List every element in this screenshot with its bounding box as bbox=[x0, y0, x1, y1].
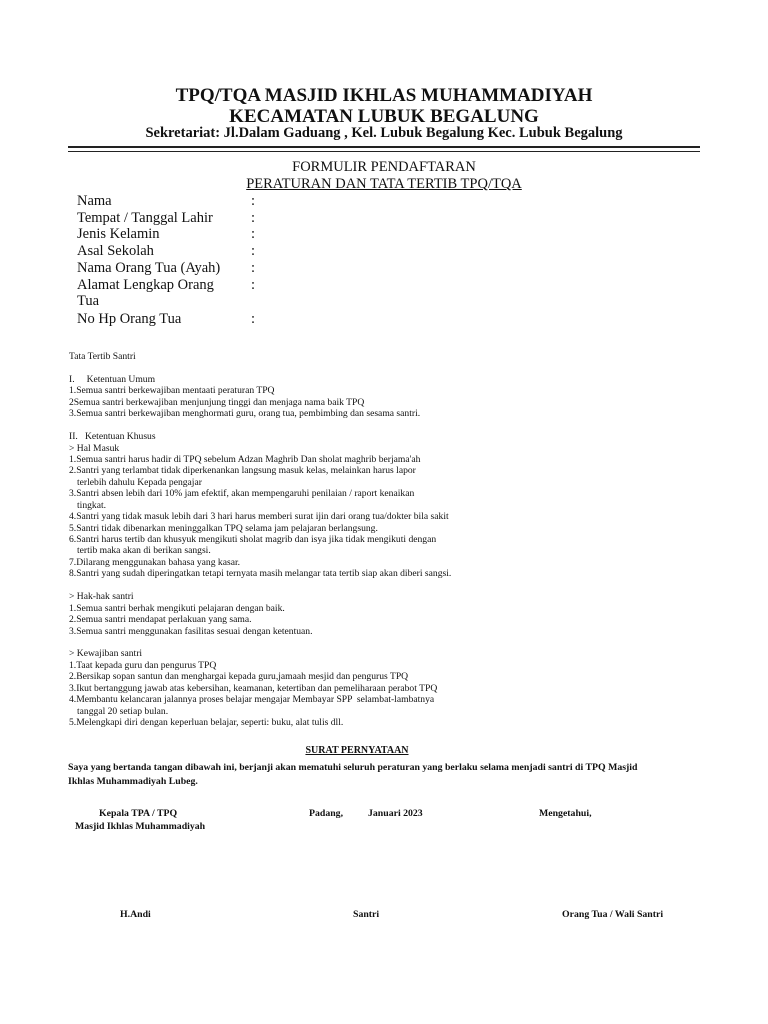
rule-line: Tata Tertib Santri bbox=[69, 351, 136, 362]
parent-signature: Orang Tua / Wali Santri bbox=[562, 909, 664, 920]
date: Januari 2023 bbox=[368, 808, 423, 819]
secretariat-address: Sekretariat: Jl.Dalam Gaduang , Kel. Lubuk Begalung Kec. Lubuk Begalung bbox=[145, 125, 623, 141]
rule-line: II. Ketentuan Khusus bbox=[69, 431, 156, 443]
field-father-colon: : bbox=[251, 260, 256, 276]
rule-line: 5.Santri tidak dibenarkan meninggalkan TPQ selama jam pelajaran berlangsung. bbox=[69, 522, 378, 534]
rule-line: 1.Semua santri harus hadir di TPQ sebelum Adzan Maghrib Dan sholat maghrib berjama'ah bbox=[69, 453, 421, 465]
field-school-label: Asal Sekolah bbox=[77, 243, 154, 259]
rule-line: 1.Taat kepada guru dan pengurus TPQ bbox=[69, 659, 217, 671]
blank-line bbox=[69, 637, 451, 648]
rule-line: 1.Semua santri berkewajiban mentaati peraturan TPQ bbox=[69, 385, 275, 397]
rule-line: 2.Santri yang terlambat tidak diperkenankan langsung masuk kelas, melainkan harus lapor bbox=[69, 465, 416, 477]
rule-line: 3.Santri absen lebih dari 10% jam efektif, akan mempengaruhi penilaian / raport kenaikan bbox=[69, 488, 415, 500]
rule-line: I. Ketentuan Umum bbox=[69, 373, 156, 385]
rule-line: terlebih dahulu Kepada pengajar bbox=[77, 476, 202, 488]
form-subtitle: PERATURAN DAN TATA TERTIB TPQ/TQA bbox=[246, 176, 522, 192]
student-signature: Santri bbox=[353, 909, 380, 920]
field-address-label-2: Tua bbox=[77, 293, 100, 309]
field-phone-colon: : bbox=[251, 311, 256, 327]
rule-line: tanggal 20 setiap bulan. bbox=[77, 705, 169, 717]
header-divider bbox=[68, 146, 700, 148]
district-title: KECAMATAN LUBUK BEGALUNG bbox=[229, 106, 539, 127]
rule-line: 3.Semua santri berkewajiban menghormati guru, orang tua, pembimbing dan sesama santri. bbox=[69, 408, 421, 420]
head-name: H.Andi bbox=[120, 909, 151, 920]
field-school-colon: : bbox=[251, 243, 256, 259]
rule-line: 5.Melengkapi diri dengan keperluan belajar, seperti: buku, alat tulis dll. bbox=[69, 717, 344, 728]
statement-line-1: Saya yang bertanda tangan dibawah ini, berjanji akan mematuhi seluruh peraturan yang berlaku selama menjadi santri di TPQ Masjid bbox=[68, 762, 638, 773]
acknowledged: Mengetahui, bbox=[539, 808, 592, 819]
rule-line: 7.Dilarang menggunakan bahasa yang kasar. bbox=[69, 556, 241, 568]
statement-title: SURAT PERNYATAAN bbox=[305, 745, 409, 756]
rule-line: 3.Semua santri menggunakan fasilitas sesuai dengan ketentuan. bbox=[69, 625, 313, 637]
rule-line: 2Semua santri berkewajiban menjunjung tinggi dan menjaga nama baik TPQ bbox=[69, 396, 365, 408]
org-title: TPQ/TQA MASJID IKHLAS MUHAMMADIYAH bbox=[175, 85, 593, 106]
rule-line: 1.Semua santri berhak mengikuti pelajaran dengan baik. bbox=[69, 602, 285, 614]
place: Padang, bbox=[309, 808, 344, 819]
statement-title-wrap bbox=[0, 745, 714, 756]
rule-line: tertib maka akan di berikan sangsi. bbox=[77, 545, 211, 557]
field-gender-colon: : bbox=[251, 226, 256, 242]
blank-line bbox=[69, 362, 451, 373]
rule-line: 2.Semua santri mendapat perlakuan yang sama. bbox=[69, 614, 252, 626]
form-subtitle-wrap bbox=[0, 176, 768, 193]
rule-line: 4.Santri yang tidak masuk lebih dari 3 hari harus memberi surat ijin dari orang tua/dokter bila sakit bbox=[69, 511, 449, 523]
rule-line: 4.Membantu kelancaran jalannya proses belajar mengajar Membayar SPP selambat-lambatnya bbox=[69, 694, 435, 706]
rule-line: 8.Santri yang sudah diperingatkan tetapi ternyata masih melangar tata tertib siap akan diberi sangsi. bbox=[69, 568, 452, 580]
field-name-colon: : bbox=[251, 193, 256, 209]
rule-line: 6.Santri harus tertib dan khusyuk mengikuti sholat magrib dan isya jika tidak mengikuti dengan bbox=[69, 534, 437, 545]
field-father-label: Nama Orang Tua (Ayah) bbox=[77, 260, 221, 276]
field-birth-label: Tempat / Tanggal Lahir bbox=[77, 210, 213, 226]
rules-list bbox=[69, 351, 451, 728]
rule-line: > Hak-hak santri bbox=[69, 591, 134, 603]
rule-line: 3.Ikut bertanggung jawab atas kebersihan, keamanan, ketertiban dan pemeliharaan perabot TPQ bbox=[69, 682, 438, 694]
form-title: FORMULIR PENDAFTARAN bbox=[292, 159, 476, 175]
field-phone-label: No Hp Orang Tua bbox=[77, 311, 182, 327]
header-divider-thin bbox=[68, 151, 700, 152]
rule-line: > Kewajiban santri bbox=[69, 648, 143, 660]
head-title: Kepala TPA / TPQ bbox=[99, 808, 178, 819]
field-address-label: Alamat Lengkap Orang bbox=[77, 277, 214, 293]
statement-line-2: Ikhlas Muhammadiyah Lubeg. bbox=[68, 776, 198, 787]
field-name-label: Nama bbox=[77, 193, 112, 209]
rule-line: 2.Bersikap sopan santun dan menghargai kepada guru,jamaah mesjid dan pengurus TPQ bbox=[69, 671, 409, 683]
blank-line bbox=[69, 580, 451, 591]
rule-line: > Hal Masuk bbox=[69, 442, 120, 454]
blank-line bbox=[69, 420, 451, 431]
field-gender-label: Jenis Kelamin bbox=[77, 226, 160, 242]
field-address-colon: : bbox=[251, 277, 256, 293]
field-birth-colon: : bbox=[251, 210, 256, 226]
head-org: Masjid Ikhlas Muhammadiyah bbox=[75, 821, 206, 832]
rule-line: tingkat. bbox=[77, 499, 107, 511]
